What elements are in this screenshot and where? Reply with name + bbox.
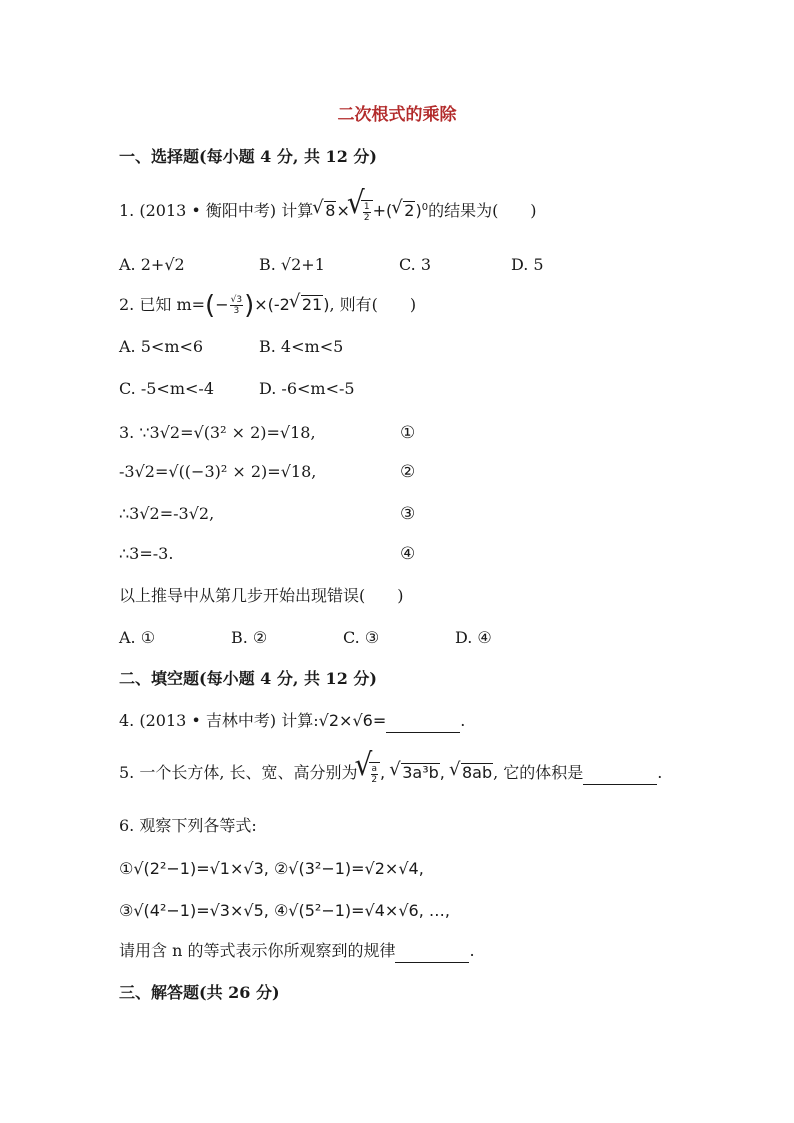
page-title: 二次根式的乘除 (337, 105, 457, 125)
q2-option-b: B. 4<m<5 (259, 337, 344, 356)
section-heading-solve: 三、解答题(共 26 分) (119, 983, 280, 1002)
question-6-intro: 6. 观察下列各等式: (119, 816, 257, 835)
q1-option-a: A. 2+√2 (119, 255, 185, 274)
question-6-row-1: ①√(2²−1)=√1×√3, ②√(3²−1)=√2×√4, (119, 859, 424, 878)
question-4-prefix: 4. (2013 • 吉林中考) 计算: (119, 711, 319, 730)
q1-option-b: B. √2+1 (259, 255, 325, 274)
question-4-suffix: . (460, 711, 466, 730)
question-4 (119, 710, 465, 733)
q1-option-c: C. 3 (399, 255, 432, 274)
question-2 (119, 290, 417, 321)
q3-line-4: ∴3=-3. (119, 544, 174, 563)
question-5-suffix: . (657, 763, 663, 782)
question-6-suffix: . (469, 941, 475, 960)
q3-line-2: -3√2=√((−3)² × 2)=√18, (119, 462, 317, 481)
question-5-mid: , 它的体积是 (493, 763, 584, 782)
math-expression: √ $\frac{a}{2}$ , √ 3a³b, √ 8ab (358, 763, 494, 782)
q3-marker-4: ④ (400, 544, 416, 564)
q3-option-a: A. ① (119, 628, 156, 647)
question-4-expression: √2×√6= (318, 711, 387, 730)
q3-marker-1: ① (400, 423, 416, 443)
q3-marker-2: ② (400, 462, 416, 482)
q2-option-c: C. -5<m<-4 (119, 379, 214, 398)
answer-blank[interactable] (386, 710, 460, 733)
question-6-question (119, 940, 475, 963)
math-expression: √ 8× √ $\frac{1}{2}$ +(√ 2)$^0$ (313, 201, 428, 220)
question-5-prefix: 5. 一个长方体, 长、宽、高分别为 (119, 763, 358, 782)
question-1 (119, 200, 537, 223)
q3-line-3: ∴3√2=-3√2, (119, 504, 215, 523)
q3-option-b: B. ② (231, 628, 268, 647)
q2-option-a: A. 5<m<6 (119, 337, 204, 356)
answer-blank[interactable] (395, 940, 469, 963)
question-5 (119, 762, 662, 785)
q3-option-d: D. ④ (455, 628, 492, 647)
section-heading-choice: 一、选择题(每小题 4 分, 共 12 分) (119, 147, 377, 166)
q3-marker-3: ③ (400, 504, 416, 524)
answer-blank[interactable] (583, 762, 657, 785)
q1-option-d: D. 5 (511, 255, 544, 274)
question-2-suffix: , 则有( ) (329, 295, 417, 314)
question-1-prefix: 1. (2013 • 衡阳中考) 计算 (119, 201, 314, 220)
question-1-suffix: 的结果为( ) (428, 201, 537, 220)
q3-question: 以上推导中从第几步开始出现错误( ) (119, 586, 404, 605)
section-heading-fill: 二、填空题(每小题 4 分, 共 12 分) (119, 669, 377, 688)
question-6-row-2: ③√(4²−1)=√3×√5, ④√(5²−1)=√4×√6, …, (119, 901, 450, 920)
q3-option-c: C. ③ (343, 628, 380, 647)
math-expression: (− $\frac{√3}{3}$ )×(-2√ 21) (205, 295, 329, 314)
q2-option-d: D. -6<m<-5 (259, 379, 355, 398)
q3-line-1: 3. ∵3√2=√(3² × 2)=√18, (119, 423, 316, 442)
question-2-prefix: 2. 已知 m= (119, 295, 206, 314)
question-6-prefix: 请用含 n 的等式表示你所观察到的规律 (119, 941, 396, 960)
